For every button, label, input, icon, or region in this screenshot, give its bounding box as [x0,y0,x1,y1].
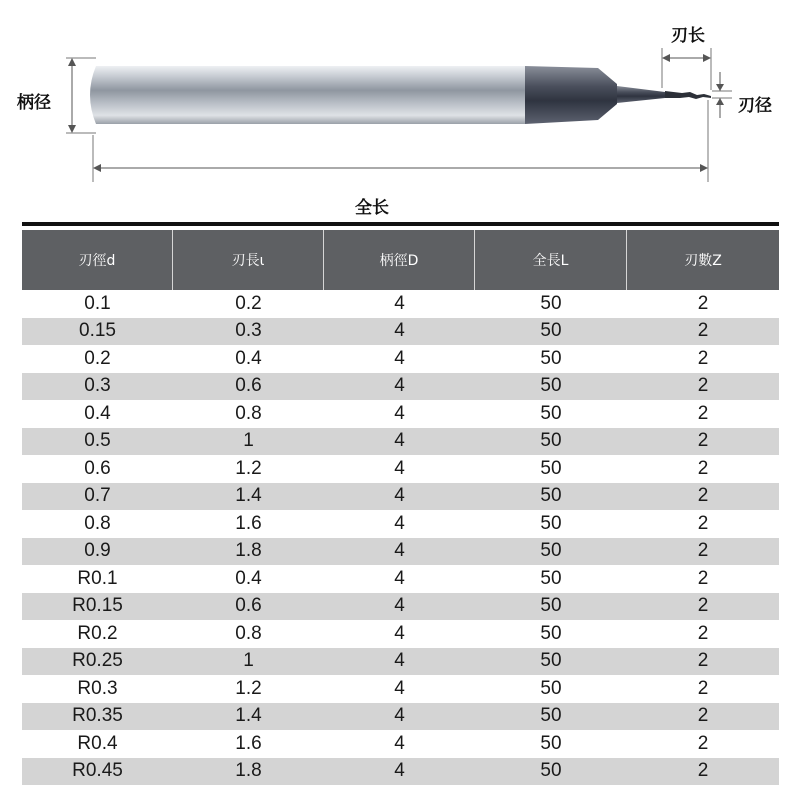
cell-flute-length: 0.4 [235,567,262,589]
cell-shank-diameter: 4 [394,595,405,617]
cell-flute-count: 2 [697,650,709,672]
header-blade-diameter: 刃徑d [22,230,173,290]
cell-blade-diameter: R0.2 [77,622,118,644]
cell-flute-count: 2 [697,375,709,397]
cell-overall-length: 50 [540,732,562,754]
cell-flute-count: 2 [697,457,709,479]
cell-blade-diameter: R0.3 [77,677,118,699]
cell-flute-count: 2 [697,732,709,754]
tool-flutes [665,91,711,99]
cell-shank-diameter: 4 [394,567,405,589]
shank-diameter-label: 柄径 [17,93,51,113]
cell-flute-count: 2 [697,540,709,562]
table-row [22,593,779,621]
cell-flute-length: 0.6 [235,375,262,397]
cell-flute-length: 1.2 [235,677,262,699]
table-row [22,428,779,456]
end-mill-diagram [0,0,800,220]
cell-shank-diameter: 4 [394,347,405,369]
table-top-rule [22,222,779,226]
cell-overall-length: 50 [540,347,562,369]
header-overall-length: 全長L [475,230,627,290]
cell-flute-count: 2 [697,567,709,589]
table-row [22,648,779,676]
overall-length-label: 全长 [355,198,389,218]
cell-overall-length: 50 [540,402,562,424]
cell-overall-length: 50 [540,650,562,672]
tool-thin-neck [617,86,665,103]
header-shank-diameter: 柄徑D [324,230,475,290]
spec-table [22,222,779,785]
cell-shank-diameter: 4 [394,650,405,672]
table-row [22,565,779,593]
cell-shank-diameter: 4 [394,320,405,342]
cell-overall-length: 50 [540,375,562,397]
cell-blade-diameter: 0.4 [84,402,111,424]
cell-overall-length: 50 [540,430,562,452]
cell-flute-count: 2 [697,595,709,617]
cell-shank-diameter: 4 [394,732,405,754]
cell-flute-length: 0.3 [235,320,262,342]
cell-blade-diameter: R0.35 [72,705,123,727]
table-row [22,758,779,786]
cell-blade-diameter: 0.8 [84,512,111,534]
table-row [22,483,779,511]
cell-flute-length: 1 [243,430,254,452]
header-flute-length: 刃長ι [173,230,324,290]
cell-flute-length: 0.8 [235,622,262,644]
cell-flute-count: 2 [697,402,709,424]
cell-flute-count: 2 [697,320,709,342]
cell-overall-length: 50 [540,320,562,342]
cell-overall-length: 50 [540,567,562,589]
cell-blade-diameter: R0.25 [72,650,123,672]
table-row [22,620,779,648]
cell-flute-length: 1.6 [235,512,262,534]
cell-blade-diameter: R0.45 [72,760,123,782]
cell-blade-diameter: R0.15 [72,595,123,617]
cell-shank-diameter: 4 [394,485,405,507]
cell-flute-count: 2 [697,512,709,534]
cell-flute-length: 0.2 [235,292,262,314]
cell-blade-diameter: 0.6 [84,457,111,479]
cell-flute-length: 1.8 [235,540,262,562]
cell-flute-count: 2 [697,760,709,782]
cell-shank-diameter: 4 [394,457,405,479]
cell-blade-diameter: R0.1 [77,567,118,589]
table-row [22,510,779,538]
tool-shank [90,66,525,124]
cell-flute-count: 2 [697,677,709,699]
cell-blade-diameter: 0.9 [84,540,111,562]
cell-shank-diameter: 4 [394,292,405,314]
table-row [22,318,779,346]
cell-shank-diameter: 4 [394,622,405,644]
cell-blade-diameter: 0.15 [79,320,116,342]
cell-overall-length: 50 [540,485,562,507]
header-flute-count: 刃數Z [684,253,722,269]
cell-shank-diameter: 4 [394,402,405,424]
cell-flute-length: 1.4 [235,705,262,727]
cell-flute-count: 2 [697,485,709,507]
cell-blade-diameter: 0.7 [84,485,111,507]
table-row [22,345,779,373]
cell-shank-diameter: 4 [394,540,405,562]
cell-flute-length: 0.6 [235,595,262,617]
cell-overall-length: 50 [540,622,562,644]
table-body [22,290,779,785]
cell-blade-diameter: 0.5 [84,430,111,452]
flute-length-label: 刃长 [671,26,705,46]
table-row [22,455,779,483]
table-row [22,538,779,566]
cell-flute-length: 1.8 [235,760,262,782]
cell-flute-count: 2 [697,292,709,314]
cell-shank-diameter: 4 [394,677,405,699]
cell-flute-length: 0.8 [235,402,262,424]
cell-overall-length: 50 [540,292,562,314]
table-row [22,290,779,318]
cell-blade-diameter: 0.3 [84,375,111,397]
table-row [22,373,779,401]
cell-shank-diameter: 4 [394,430,405,452]
cell-overall-length: 50 [540,540,562,562]
cell-flute-length: 1.4 [235,485,262,507]
tool-coated-neck [525,66,617,124]
cell-blade-diameter: 0.1 [84,292,111,314]
table-header-row [22,230,779,290]
cell-flute-count: 2 [697,705,709,727]
cell-flute-length: 1 [243,650,254,672]
cell-overall-length: 50 [540,512,562,534]
cell-overall-length: 50 [540,677,562,699]
cell-shank-diameter: 4 [394,705,405,727]
cell-blade-diameter: 0.2 [84,347,111,369]
table-row [22,703,779,731]
cell-flute-length: 0.4 [235,347,262,369]
cell-flute-count: 2 [697,622,709,644]
cell-overall-length: 50 [540,457,562,479]
table-row [22,675,779,703]
cell-flute-length: 1.2 [235,457,262,479]
cell-shank-diameter: 4 [394,512,405,534]
cell-shank-diameter: 4 [394,375,405,397]
cell-overall-length: 50 [540,705,562,727]
cell-overall-length: 50 [540,595,562,617]
cell-flute-count: 2 [697,430,709,452]
table-row [22,400,779,428]
cell-overall-length: 50 [540,760,562,782]
cell-shank-diameter: 4 [394,760,405,782]
cell-flute-count: 2 [697,347,709,369]
cell-blade-diameter: R0.4 [77,732,118,754]
table-row [22,730,779,758]
cell-flute-length: 1.6 [235,732,262,754]
blade-diameter-label: 刃径 [738,96,772,116]
